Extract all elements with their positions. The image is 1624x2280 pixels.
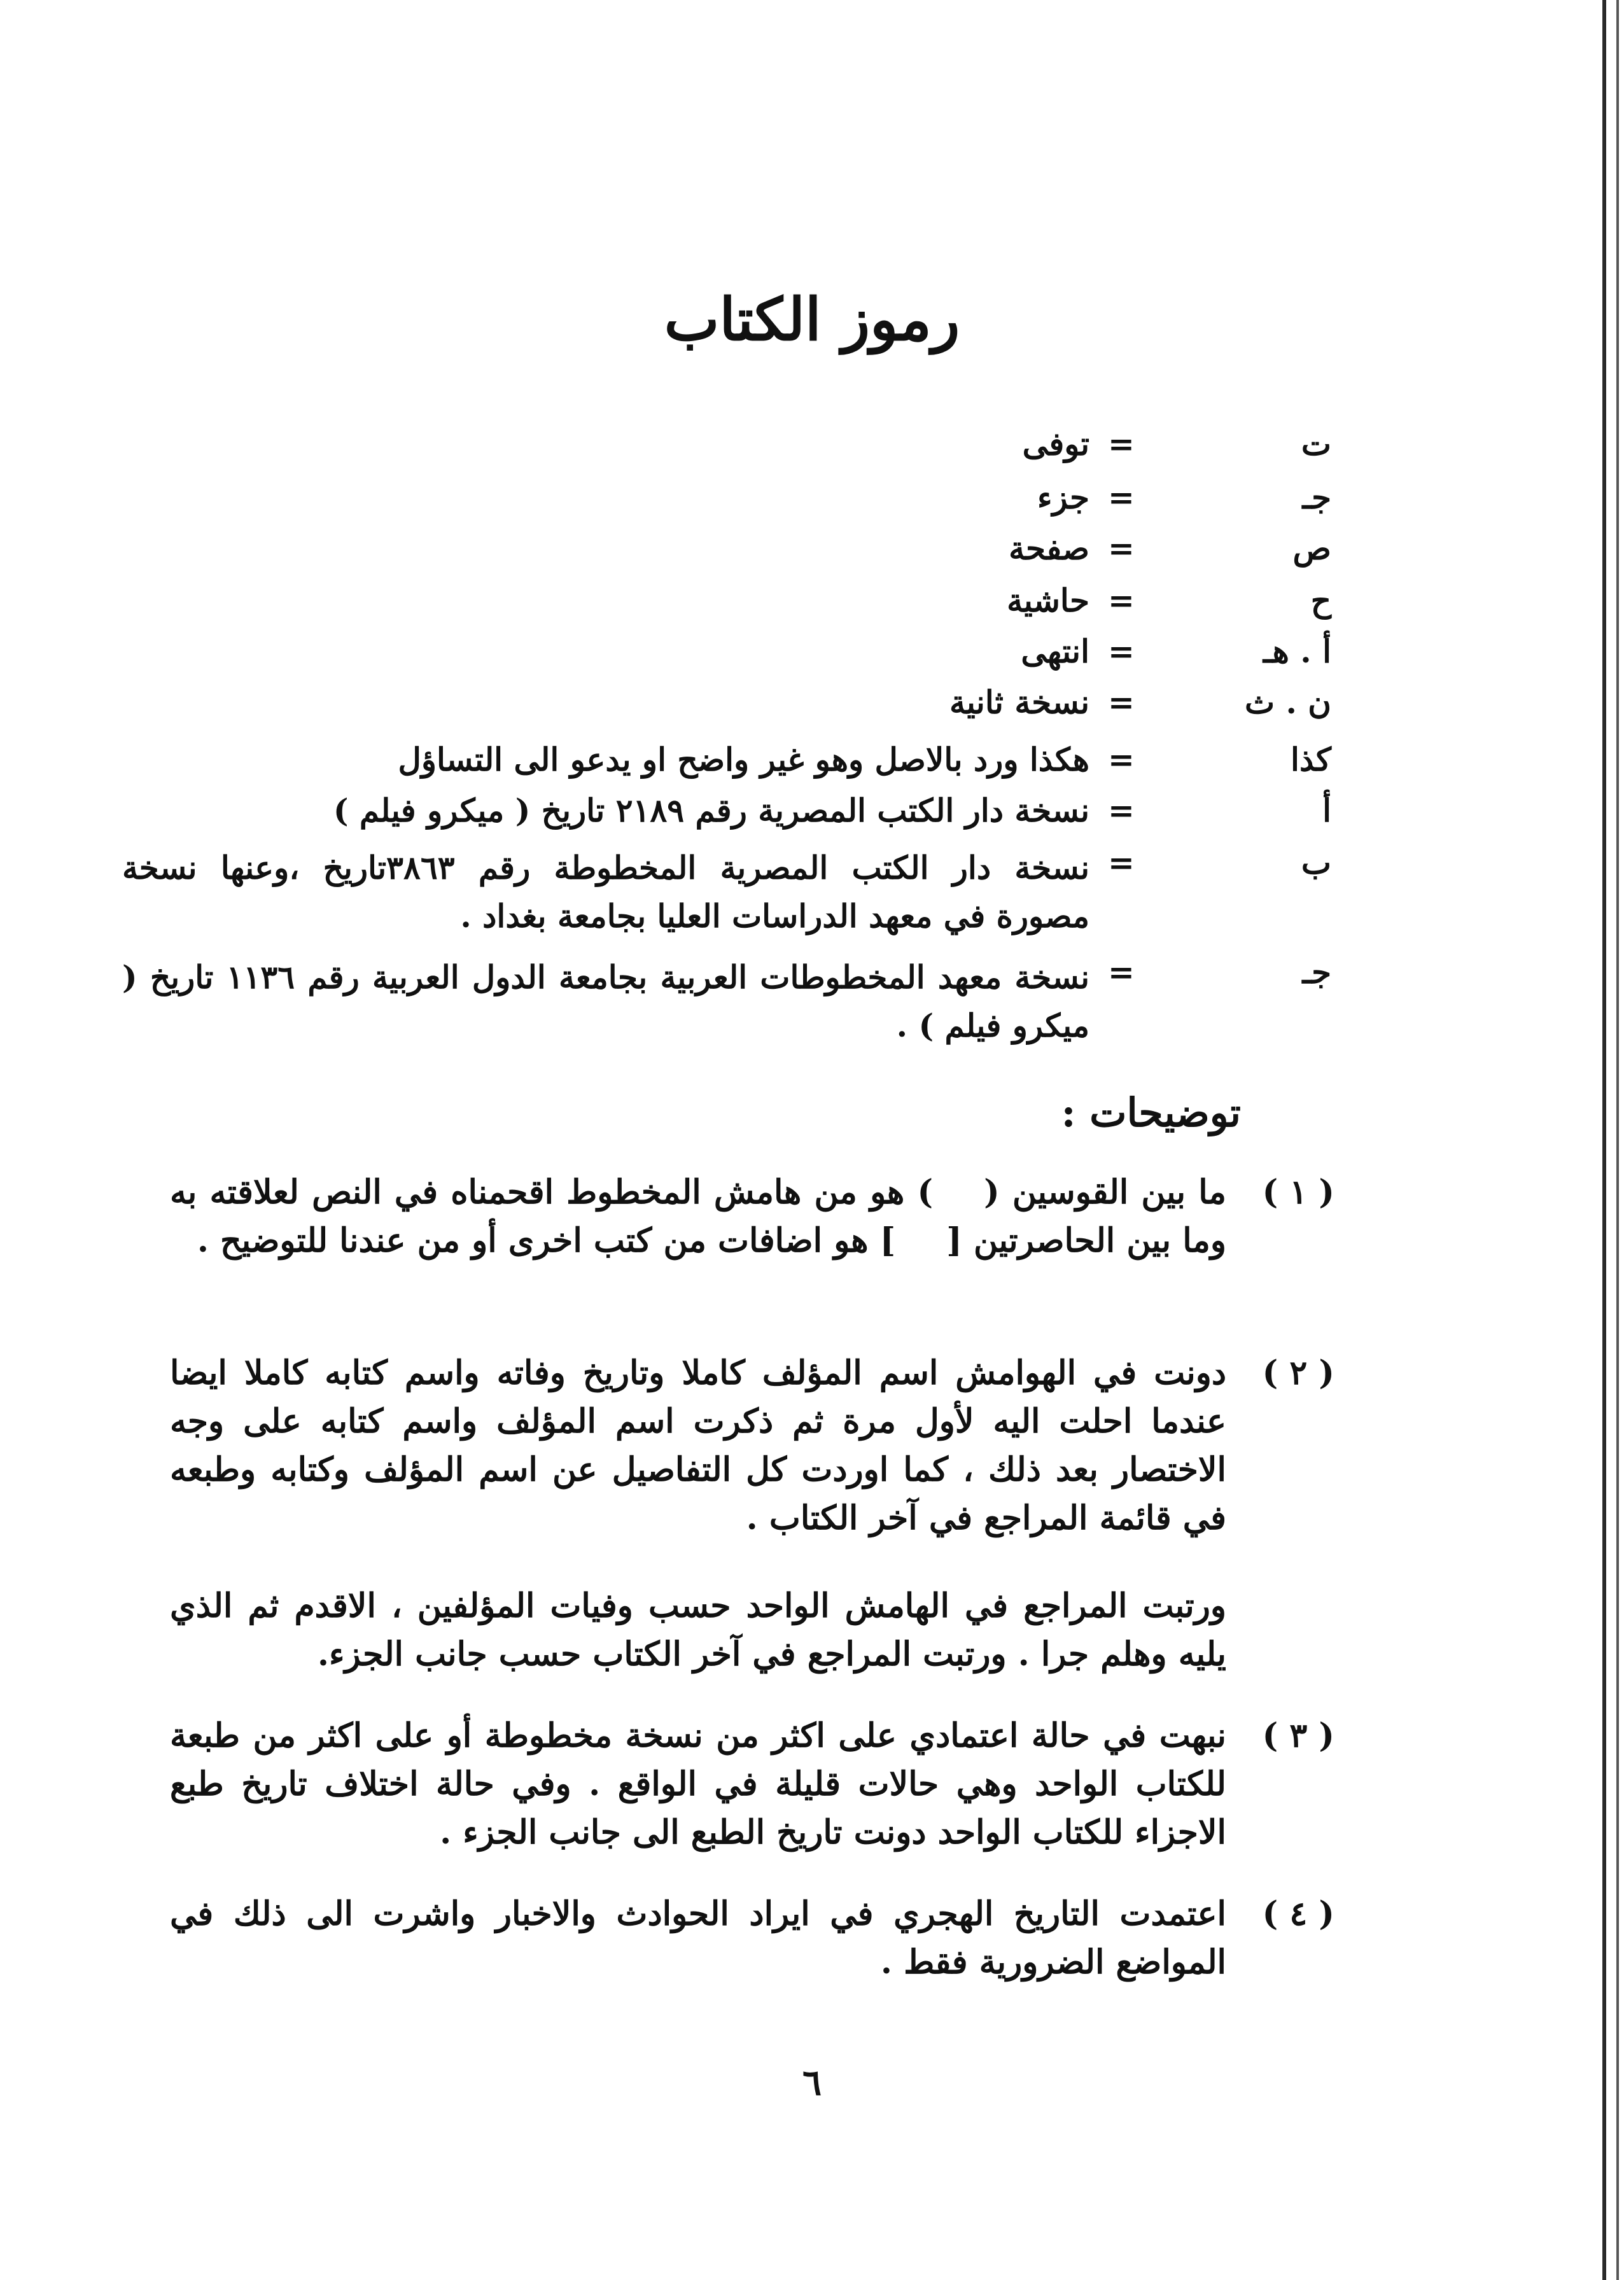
page-title: رموز الكتاب	[664, 285, 960, 354]
abbreviation-row	[0, 741, 1624, 792]
equals-sign: =	[1108, 529, 1135, 567]
note-number: ( ٣ )	[1262, 1716, 1334, 1755]
note-item	[170, 1349, 1334, 1542]
abbreviation-row	[0, 479, 1624, 529]
note-number: ( ٤ )	[1262, 1894, 1334, 1933]
abbreviation-row	[0, 425, 1624, 476]
equals-sign: =	[1108, 425, 1135, 463]
abbreviation-symbol: ح	[1310, 582, 1331, 619]
page-number: ٦	[802, 2062, 822, 2104]
abbreviation-meaning: توفى	[1022, 425, 1089, 463]
note-text: نبهت في حالة اعتمادي على اكثر من نسخة مخطوطة أو على اكثر من طبعة للكتاب الواحد وهي حالات قليلة في الواقع . وفي حالة اختلاف تاريخ طبع الاجزاء للكتاب الواحد دونت تاريخ الطبع الى جانب الجزء .	[170, 1716, 1226, 1852]
abbreviation-symbol: كذا	[1291, 741, 1331, 778]
note-text-part: ) هو من هامش المخطوط اقحمناه في النص لعلاقته به وما بين الحاصرتين [	[170, 1173, 1226, 1260]
abbreviation-meaning: حاشية	[1007, 582, 1089, 619]
abbreviation-row	[0, 529, 1624, 580]
abbreviation-row	[0, 683, 1624, 734]
abbreviation-symbol: جـ	[1302, 953, 1331, 991]
abbreviation-symbol: ب	[1301, 844, 1331, 881]
abbreviation-symbol: ن . ث	[1244, 683, 1331, 721]
note-item	[170, 1712, 1334, 1857]
abbreviation-meaning: نسخة ثانية	[949, 683, 1089, 721]
note-item	[170, 1890, 1334, 1987]
abbreviation-symbol: ت	[1301, 425, 1331, 463]
abbreviation-row	[0, 633, 1624, 683]
equals-sign: =	[1108, 582, 1135, 619]
abbreviation-meaning: نسخة معهد المخطوطات العربية بجامعة الدول العربية رقم ١١٣٦ تاريخ ( ميكرو فيلم ) .	[122, 958, 1089, 1044]
abbreviation-meaning: جزء	[1037, 479, 1089, 516]
equals-sign: =	[1108, 683, 1135, 721]
note-text	[170, 1168, 1226, 1265]
abbreviation-symbol: أ	[1322, 792, 1331, 829]
abbreviation-meaning: نسخة دار الكتب المصرية المخطوطة رقم ٣٨٦٣تاريخ ،وعنها نسخة مصورة في معهد الدراسات العليا بجامعة بغداد .	[122, 849, 1089, 935]
equals-sign: =	[1108, 633, 1135, 670]
abbreviation-row	[0, 844, 1624, 946]
abbreviation-row	[0, 792, 1624, 843]
equals-sign: =	[1108, 741, 1135, 778]
note-continuation	[170, 1582, 1334, 1679]
note-number: ( ٢ )	[1262, 1353, 1334, 1392]
note-item	[170, 1168, 1334, 1265]
abbreviation-row	[0, 953, 1624, 1055]
abbreviation-symbol: أ . هـ	[1263, 633, 1331, 670]
note-text-part: ما بين القوسين (	[984, 1173, 1226, 1212]
note-text: دونت في الهوامش اسم المؤلف كاملا وتاريخ وفاته واسم كتابه كاملا ايضا عندما احلت اليه لأول مرة ثم ذكرت اسم المؤلف واسم كتابه على وجه الاختصار بعد ذلك ، كما اوردت كل التفاصيل عن اسم المؤلف وكتابه وطبعه في قائمة المراجع في آخر الكتاب .	[170, 1353, 1226, 1537]
equals-sign: =	[1108, 792, 1135, 829]
equals-sign: =	[1108, 844, 1135, 881]
abbreviation-row	[0, 582, 1624, 633]
abbreviation-meaning: صفحة	[1009, 529, 1089, 567]
equals-sign: =	[1108, 479, 1135, 516]
abbreviation-meaning: نسخة دار الكتب المصرية رقم ٢١٨٩ تاريخ ( ميكرو فيلم )	[333, 792, 1089, 829]
note-text: ورتبت المراجع في الهامش الواحد حسب وفيات المؤلفين ، الاقدم ثم الذي يليه وهلم جرا . ورتبت المراجع في آخر الكتاب حسب جانب الجزء.	[170, 1586, 1226, 1674]
abbreviation-symbol: ص	[1292, 529, 1331, 567]
note-text: اعتمدت التاريخ الهجري في ايراد الحوادث والاخبار واشرت الى ذلك في المواضع الضرورية فقط .	[170, 1894, 1226, 1982]
notes-heading: توضيحات :	[1061, 1089, 1241, 1136]
abbreviation-meaning: انتهى	[1021, 633, 1089, 670]
equals-sign: =	[1108, 953, 1135, 991]
note-number: ( ١ )	[1262, 1173, 1334, 1212]
note-text-part: ] هو اضافات من كتب اخرى أو من عندنا للتوضيح .	[197, 1221, 896, 1260]
abbreviation-symbol: جـ	[1302, 479, 1331, 516]
abbreviation-meaning: هكذا ورد بالاصل وهو غير واضح او يدعو الى التساؤل	[398, 741, 1089, 778]
